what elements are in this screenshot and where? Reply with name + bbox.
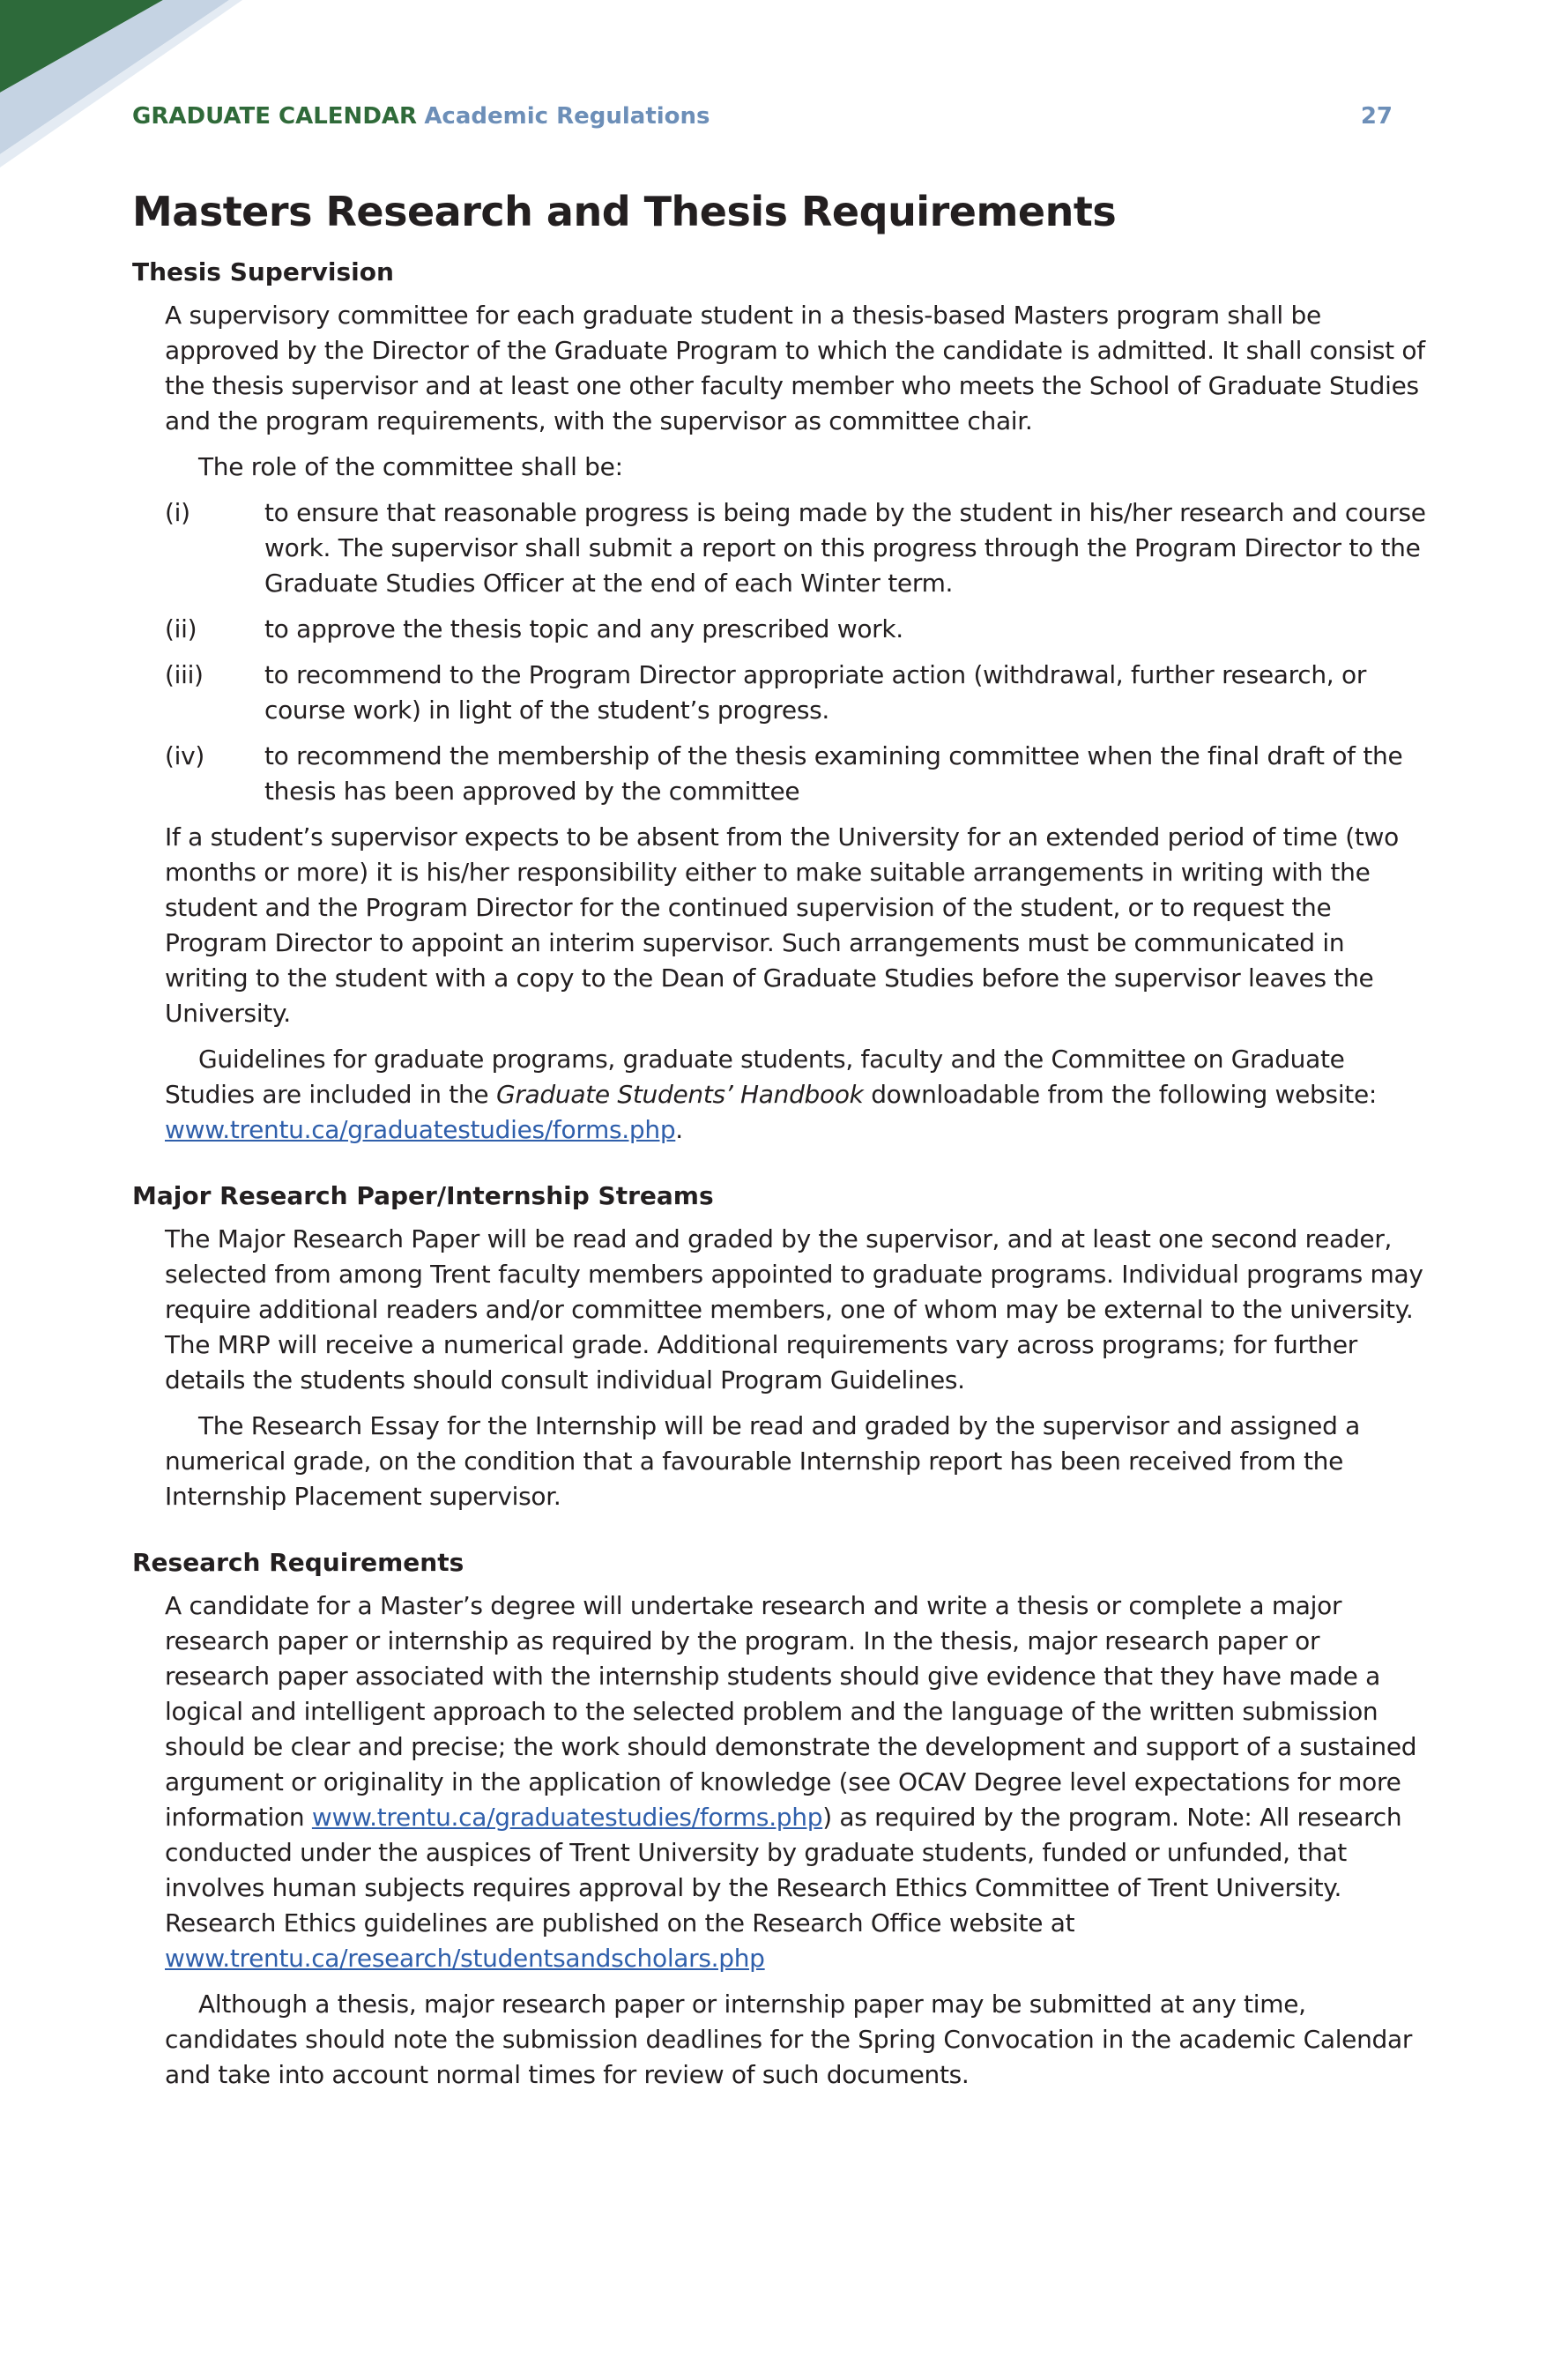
paragraph: The role of the committee shall be:	[198, 452, 623, 481]
text-run: .	[675, 1115, 683, 1144]
list-text: to approve the thesis topic and any prescribed work.	[264, 614, 903, 643]
paragraph: The Major Research Paper will be read and graded by the supervisor, and at least one second reader, selected from among Trent faculty members appointed to graduate programs. Individual programs may require additional readers and/or committee members, one of whom may be external to the university. The MRP will receive a numerical grade. Additional requirements vary across programs; for further details the students should consult individual Program Guidelines.	[165, 1224, 1423, 1395]
heading-thesis-supervision: Thesis Supervision	[132, 257, 394, 286]
list-number: (ii)	[165, 614, 197, 643]
calendar-title: GRADUATE CALENDAR	[132, 103, 418, 130]
paragraph	[165, 1588, 1428, 1976]
forms-link[interactable]: www.trentu.ca/graduatestudies/forms.php	[311, 1803, 823, 1832]
running-header	[132, 100, 1393, 132]
page-number: 27	[1360, 103, 1393, 130]
heading-research-requirements: Research Requirements	[132, 1548, 464, 1577]
list-text: to recommend the membership of the thesis examining committee when the final draft of the thesis has been approved by the committee	[264, 741, 1403, 806]
list-text: to recommend to the Program Director appropriate action (withdrawal, further research, or course work) in light of the student’s progress.	[264, 660, 1367, 725]
thesis-supervision-body	[132, 298, 1428, 1148]
list-number: (iv)	[165, 741, 204, 770]
list-item	[165, 612, 1428, 647]
text-run: A candidate for a Master’s degree will undertake research and write a thesis or complete a major research paper or internship as required by the program. In the thesis, major research paper or research paper associated with the internship students should give evidence that they have made a logical and intelligent approach to the selected problem and the language of the written submission should be clear and precise; the work should demonstrate the development and support of a sustained argument or originality in the application of knowledge (see OCAV Degree level expectations for more information	[165, 1591, 1417, 1832]
research-body	[132, 1588, 1428, 2093]
list-item	[165, 658, 1428, 728]
paragraph	[165, 1042, 1428, 1148]
text-run: ) as required by the program. Note: All research conducted under the auspices of Trent University by graduate students, funded or unfunded, that involves human subjects requires approval by the Research Ethics Committee of Trent University. Research Ethics guidelines are published on the Research Office website at	[165, 1803, 1402, 1937]
paragraph: The Research Essay for the Internship will be read and graded by the supervisor and assigned a numerical grade, on the condition that a favourable Internship report has been received from the Internship Placement supervisor.	[165, 1411, 1361, 1511]
list-number: (i)	[165, 498, 190, 527]
list-number: (iii)	[165, 660, 204, 689]
mrp-body	[132, 1222, 1428, 1514]
paragraph: Although a thesis, major research paper or internship paper may be submitted at any time, candidates should note the submission deadlines for the Spring Convocation in the academic Calendar and take into account normal times for review of such documents.	[165, 1990, 1413, 2089]
forms-link[interactable]: www.trentu.ca/graduatestudies/forms.php	[165, 1115, 676, 1144]
paragraph: A supervisory committee for each graduate student in a thesis-based Masters program shall be approved by the Director of the Graduate Program to which the candidate is admitted. It shall consist of the thesis supervisor and at least one other faculty member who meets the School of Graduate Studies and the program requirements, with the supervisor as committee chair.	[165, 301, 1425, 435]
list-item	[165, 739, 1428, 809]
text-run: Guidelines for graduate programs, graduate students, faculty and the Committee on Graduate Studies are included in the	[165, 1045, 1345, 1109]
heading-major-research-paper: Major Research Paper/Internship Streams	[132, 1181, 714, 1210]
page-content	[132, 185, 1428, 2103]
section-name: Academic Regulations	[424, 103, 710, 130]
corner-decoration	[0, 0, 247, 167]
research-office-link[interactable]: www.trentu.ca/research/studentsandscholars.php	[165, 1944, 765, 1973]
text-run: downloadable from the following website:	[863, 1080, 1378, 1109]
list-item	[165, 495, 1428, 601]
list-text: to ensure that reasonable progress is being made by the student in his/her research and course work. The supervisor shall submit a report on this progress through the Program Director to the Graduate Studies Officer at the end of each Winter term.	[264, 498, 1426, 598]
committee-role-list	[165, 495, 1428, 809]
handbook-title: Graduate Students’ Handbook	[495, 1080, 864, 1109]
paragraph: If a student’s supervisor expects to be absent from the University for an extended period of time (two months or more) it is his/her responsibility either to make suitable arrangements in writing with the student and the Program Director for the continued supervision of the student, or to request the Program Director to appoint an interim supervisor. Such arrangements must be communicated in writing to the student with a copy to the Dean of Graduate Studies before the supervisor leaves the University.	[165, 822, 1399, 1028]
page-title: Masters Research and Thesis Requirements	[132, 188, 1117, 235]
